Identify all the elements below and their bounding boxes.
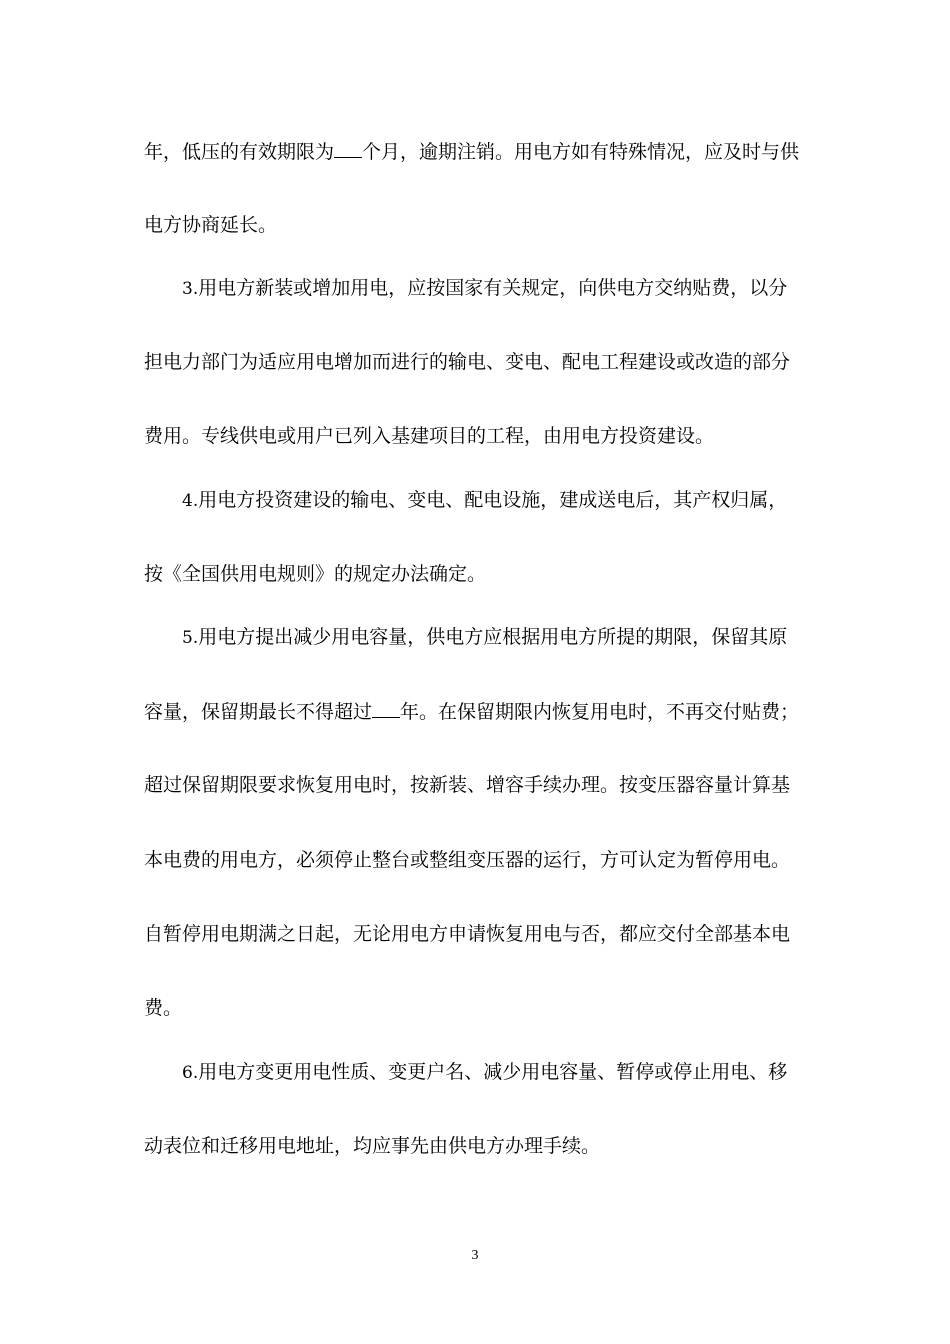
body-text-line: 电方协商延长。 xyxy=(144,214,278,236)
body-text-line: 自暂停用电期满之日起，无论用电方申请恢复用电与否，都应交付全部基本电 xyxy=(144,923,791,945)
text-span: 用电方变更用电性质、变更户名、减少用电容量、暂停或停止用电、移 xyxy=(198,1061,788,1083)
body-text-line: 费用。专线供电或用户已列入基建项目的工程，由用电方投资建设。 xyxy=(144,425,715,447)
body-text-line: 本电费的用电方，必须停止整台或整组变压器的运行，方可认定为暂停用电。 xyxy=(144,849,791,871)
item-number: 3. xyxy=(182,279,199,299)
body-text-line: 超过保留期限要求恢复用电时，按新装、增容手续办理。按变压器容量计算基 xyxy=(144,774,791,796)
text-span: 年，低压的有效期限为 xyxy=(144,141,335,163)
body-text-line xyxy=(144,139,799,164)
fill-in-blank xyxy=(372,699,400,718)
body-text-line: 费。 xyxy=(144,997,183,1019)
body-text-line: 担电力部门为适应用电增加而进行的输电、变电、配电工程建设或改造的部分 xyxy=(144,351,791,373)
paragraph-start-line xyxy=(182,625,787,650)
body-text-line: 按《全国供用电规则》的规定办法确定。 xyxy=(144,563,487,585)
text-span: 用电方新装或增加用电，应按国家有关规定，向供电方交纳贴费，以分 xyxy=(198,277,788,299)
text-span: 个月，逾期注销。用电方如有特殊情况，应及时与供 xyxy=(362,141,800,163)
body-text-line: 动表位和迁移用电地址，均应事先由供电方办理手续。 xyxy=(144,1135,601,1157)
text-span: 容量，保留期最长不得超过 xyxy=(144,701,373,723)
paragraph-start-line xyxy=(182,276,787,301)
item-number: 4. xyxy=(182,491,199,511)
text-span: 用电方提出减少用电容量，供电方应根据用电方所提的期限，保留其原 xyxy=(198,626,788,648)
item-number: 5. xyxy=(182,628,199,648)
text-span: 用电方投资建设的输电、变电、配电设施，建成送电后，其产权归属， xyxy=(198,489,788,511)
paragraph-start-line xyxy=(182,488,787,513)
item-number: 6. xyxy=(182,1063,199,1083)
text-span: 年。在保留期限内恢复用电时，不再交付贴费； xyxy=(400,701,800,723)
paragraph-start-line xyxy=(182,1060,787,1085)
body-text-line xyxy=(144,699,799,724)
page-number: 3 xyxy=(471,1248,479,1263)
fill-in-blank xyxy=(334,139,362,158)
